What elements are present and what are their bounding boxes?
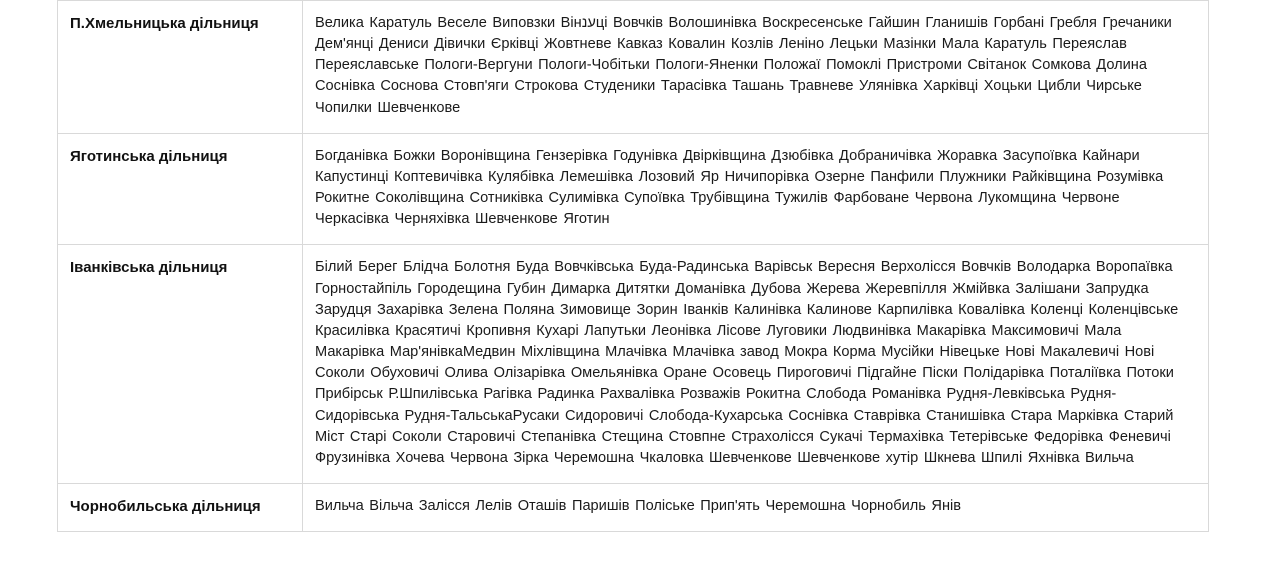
district-name: Іванківська дільниця: [58, 245, 303, 484]
table-row: [58, 483, 1209, 531]
district-name: Чорнобильська дільниця: [58, 483, 303, 531]
district-villages: Велика Каратуль Веселе Виповзки Вінענці Вовчків Волошинівка Воскресенське Гайшин Гланишів Горбані Гребля Гречаники Дем'янці Дениси Дівички Єрківці Жовтневе Кавказ Ковалин Козлів Леніно Лецьки Мазінки Мала Каратуль Переяслав Переяславське Пологи-Вергуни Пологи-Чобітьки Пологи-Яненки Положаї Помоклі Пристроми Світанок Сомкова Долина Соснівка Соснова Стовп'яги Строкова Студеники Тарасівка Ташань Травневе Улянівка Харківці Хоцьки Цибли Чирське Чопилки Шевченкове: [303, 1, 1209, 134]
district-villages: Богданівка Божки Воронівщина Гензерівка Годунівка Двірківщина Дзюбівка Добраничівка Жоравка Засупоївка Кайнари Капустинці Коптевичівка Кулябівка Лемешівка Лозовий Яр Ничипорівка Озерне Панфили Плужники Райківщина Розумівка Рокитне Соколівщина Сотниківка Сулимівка Супоївка Трубівщина Тужилів Фарбоване Червона Лукомщина Червоне Черкасівка Черняхівка Шевченкове Яготин: [303, 133, 1209, 245]
districts-table-body: [58, 1, 1209, 532]
table-row: [58, 245, 1209, 484]
table-row: [58, 1, 1209, 134]
district-villages: Білий Берег Блідча Болотня Буда Вовчківська Буда-Радинська Варівськ Вересня Верхолісся Вовчків Володарка Воропаївка Горностайпіль Городещина Губин Димарка Дитятки Доманівка Дубова Жерева Жеревпілля Жмійвка Залішани Запрудка Зарудця Захарівка Зелена Поляна Зимовище Зорин Іванків Калинівка Калинове Карпилівка Ковалівка Коленці Коленцівське Красилівка Красятичі Кропивня Кухарі Лапутьки Леонівка Лісове Луговики Людвинівка Макарівка Максимовичі Мала Макарівка Мар'янівкаМедвин Міхлівщина Млачівка Млачівка завод Мокра Корма Мусійки Нівецьке Нові Макалевичі Нові Соколи Обуховичі Олива Олізарівка Омельянівка Оране Осовець Пироговичі Підгайне Піски Полідарівка Поталіївка Потоки Прибірськ Р.Шпилівська Рагівка Радинка Рахвалівка Розважів Рокитна Слобода Романівка Рудня-Левківська Рудня-Сидорівська Рудня-ТальськаРусаки Сидоровичі Слобода-Кухарська Соснівка Ставрівка Станишівка Стара Марківка Старий Міст Старі Соколи Старовичі Степанівка Стещина Стовпне Страхолісся Сукачі Термахівка Тетерівське Федорівка Феневичі Фрузинівка Хочева Червона Зірка Черемошна Чкаловка Шевченкове Шевченкове хутір Шкнева Шпилі Яхнівка Вильча: [303, 245, 1209, 484]
table-row: [58, 133, 1209, 245]
district-name: П.Хмельницька дільниця: [58, 1, 303, 134]
district-name: Яготинська дільниця: [58, 133, 303, 245]
districts-table: [57, 0, 1209, 532]
district-villages: Вильча Вільча Залісся Лелів Оташів Паришів Поліське Прип'ять Черемошна Чорнобиль Янів: [303, 483, 1209, 531]
